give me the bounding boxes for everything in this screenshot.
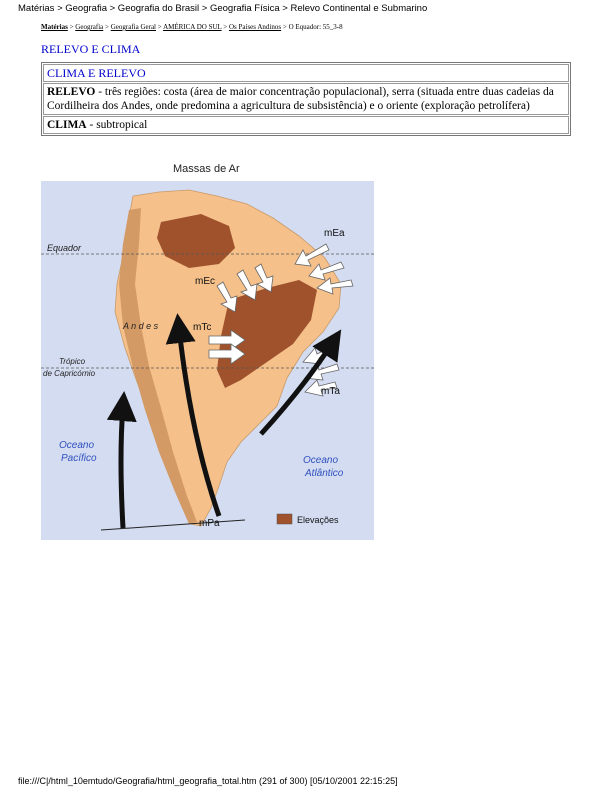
label-mTc: mTc	[193, 322, 212, 333]
breadcrumb-link-geografia-geral[interactable]: Geografia Geral	[110, 23, 156, 31]
page-header-path: Matérias > Geografia > Geografia do Brasil > Geografia Física > Relevo Continental e Submarino	[18, 3, 428, 14]
legend-label-elevations: Elevações	[297, 515, 339, 525]
equator-label: Equador	[47, 243, 82, 253]
table-row	[43, 64, 569, 82]
ocean-atlantic-label-1: Oceano	[303, 455, 339, 466]
breadcrumb-sep: >	[221, 23, 229, 31]
section-title: RELEVO E CLIMA	[41, 42, 141, 56]
label-mEc: mEc	[195, 276, 215, 287]
andes-label: A n d e s	[123, 321, 159, 331]
relevo-text: - três regiões: costa (área de maior concentração populacional), serra (situada entre duas cadeias da Cordilheira dos Andes, onde predomina a agricultura de subsistência) e o oriente (exploração petrolífera)	[47, 86, 554, 112]
ocean-atlantic-label-2: Atlântico	[305, 468, 344, 479]
breadcrumb-sep: >	[103, 23, 111, 31]
breadcrumb-current: O Equador: 55_3-8	[288, 23, 343, 31]
clima-label: CLIMA	[47, 119, 87, 131]
tropic-label-2: de Capricórnio	[43, 369, 96, 378]
breadcrumb-link-america-do-sul[interactable]: AMÉRICA DO SUL	[163, 23, 222, 31]
breadcrumb-link-paises-andinos[interactable]: Os Países Andinos	[228, 23, 282, 31]
info-table	[41, 62, 571, 136]
breadcrumb	[41, 23, 343, 31]
relevo-cell	[43, 83, 569, 115]
table-header-cell: CLIMA E RELEVO	[43, 64, 569, 82]
label-mTa: mTa	[321, 386, 340, 397]
ocean-pacific-label-1: Oceano	[59, 440, 95, 451]
tropic-label-1: Trópico	[59, 357, 86, 366]
table-row	[43, 83, 569, 115]
breadcrumb-sep: >	[156, 23, 164, 31]
breadcrumb-link-geografia[interactable]: Geografia	[75, 23, 104, 31]
page-footer: file:///C|/html_10emtudo/Geografia/html_geografia_total.htm (291 of 300) [05/10/2001 22:15:25]	[18, 776, 398, 786]
ocean-pacific-label-2: Pacífico	[61, 453, 97, 464]
map-title: Massas de Ar	[173, 163, 240, 175]
clima-cell	[43, 116, 569, 134]
label-mPa: mPa	[199, 518, 220, 529]
breadcrumb-link-materias[interactable]: Matérias	[41, 23, 68, 31]
breadcrumb-sep: >	[67, 23, 76, 31]
clima-text: - subtropical	[86, 119, 148, 131]
legend-swatch-elevations	[277, 514, 292, 524]
table-row	[43, 116, 569, 134]
air-masses-map	[41, 156, 374, 540]
label-mEa: mEa	[324, 228, 345, 239]
relevo-label: RELEVO	[47, 86, 96, 98]
breadcrumb-sep: >	[281, 23, 289, 31]
